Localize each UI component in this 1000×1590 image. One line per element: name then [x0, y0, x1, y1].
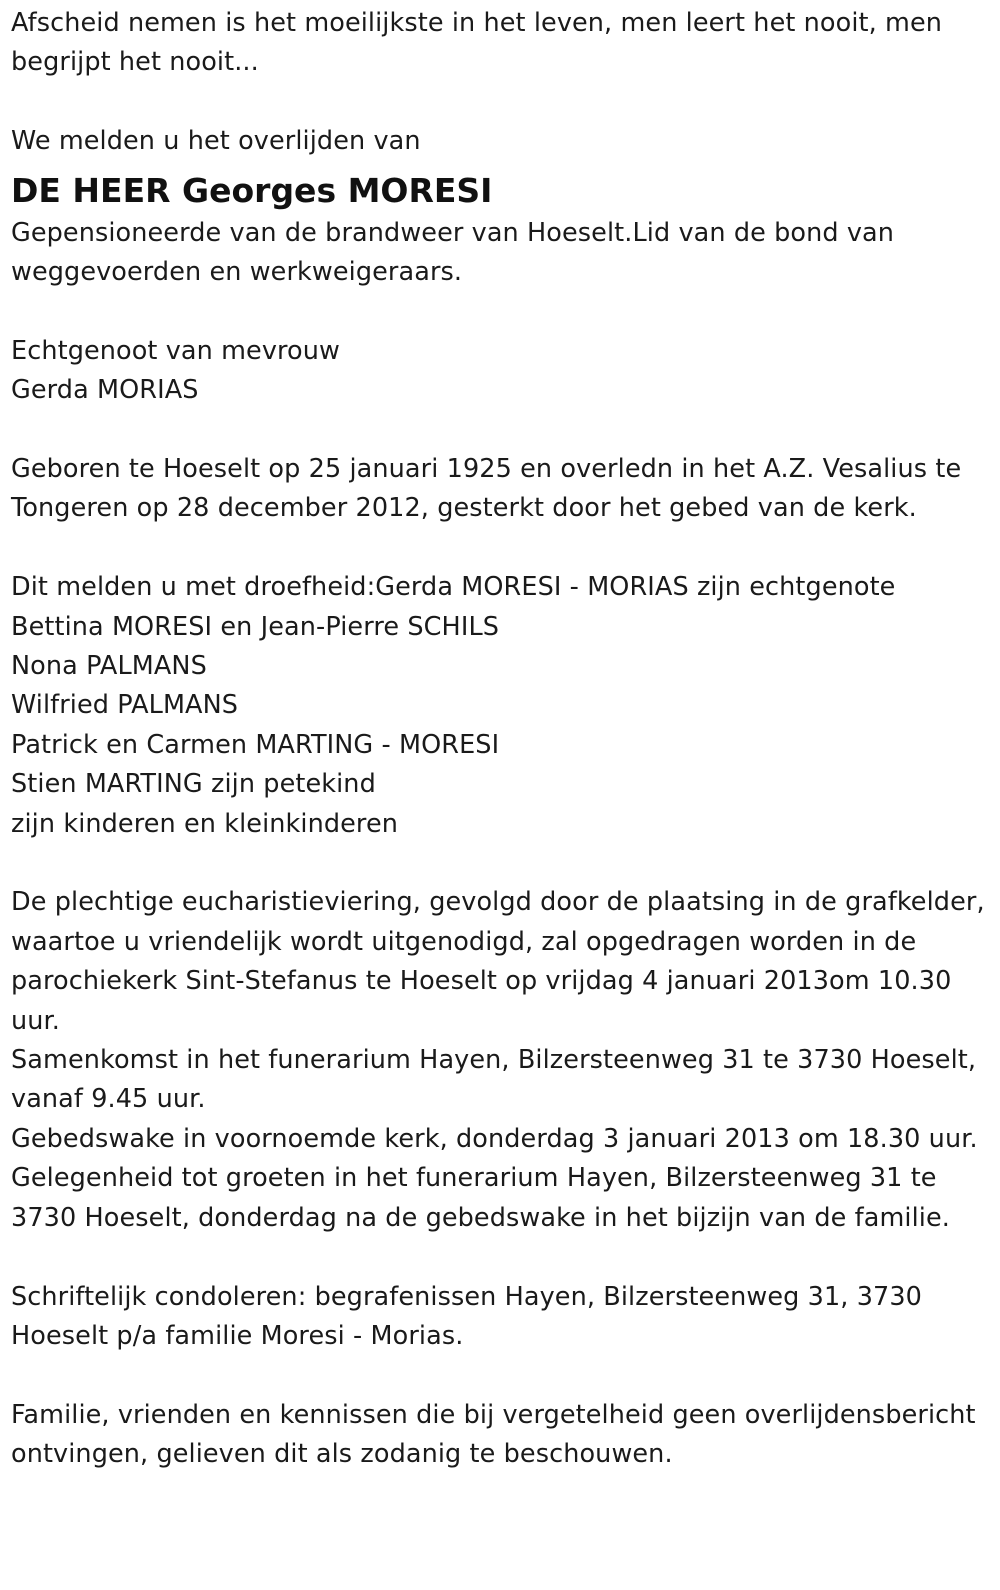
mourner-line: Patrick en Carmen MARTING - MORESI — [11, 729, 500, 760]
description-text: Gepensioneerde van de brandweer van Hoeselt.Lid van de bond van weggevoerden en werkweigeraars. — [11, 217, 895, 288]
mourner-line: Wilfried PALMANS — [11, 690, 239, 721]
mourner-line: Dit melden u met droefheid:Gerda MORESI - MORIAS zijn echtgenote — [11, 572, 896, 603]
spacer — [11, 529, 986, 568]
deceased-name: DE HEER Georges MORESI — [11, 170, 493, 210]
ceremony-line: Samenkomst in het funerarium Hayen, Bilzersteenweg 31 te 3730 Hoeselt, vanaf 9.45 uur. — [11, 1045, 977, 1115]
ceremony-line: Gebedswake in voornoemde kerk, donderdag 3 januari 2013 om 18.30 uur. — [11, 1123, 978, 1154]
condolences-text: Schriftelijk condoleren: begrafenissen Hayen, Bilzersteenweg 31, 3730 Hoeselt p/a familie Moresi - Morias. — [11, 1281, 922, 1351]
spacer — [11, 1238, 986, 1277]
spacer — [11, 83, 986, 122]
mourner-line: Nona PALMANS — [11, 651, 207, 682]
obituary-document — [11, 4, 986, 1475]
ceremony-line: De plechtige eucharistieviering, gevolgd door de plaatsing in de grafkelder, waartoe u vriendelijk wordt uitgenodigd, zal opgedragen worden in de parochiekerk Sint-Stefanus te Hoeselt op vrijdag 4 januari 2013om 10.30 uur. — [11, 887, 985, 1036]
mourner-line: Bettina MORESI en Jean-Pierre SCHILS — [11, 611, 500, 642]
mourner-line: Stien MARTING zijn petekind — [11, 769, 376, 800]
announcement-text: We melden u het overlijden van — [11, 126, 421, 157]
mourners-list — [11, 568, 986, 844]
spacer — [11, 292, 986, 331]
ceremony-details — [11, 883, 986, 1238]
spacer — [11, 411, 986, 450]
ceremony-line: Gelegenheid tot groeten in het funerarium Hayen, Bilzersteenweg 31 te 3730 Hoeselt, donderdag na de gebedswake in het bijzijn van de familie. — [11, 1163, 950, 1233]
birth-death-text: Geboren te Hoeselt op 25 januari 1925 en overledn in het A.Z. Vesalius te Tongeren op 28 december 2012, gesterkt door het gebed van de kerk. — [11, 454, 962, 524]
mourner-line: zijn kinderen en kleinkinderen — [11, 808, 398, 839]
spacer — [11, 844, 986, 883]
spouse-name: Gerda MORIAS — [11, 375, 199, 406]
spacer — [11, 1356, 986, 1395]
spouse-label: Echtgenoot van mevrouw — [11, 335, 340, 366]
intro-text: Afscheid nemen is het moeilijkste in het leven, men leert het nooit, men begrijpt het nooit... — [11, 8, 943, 78]
closing-text: Familie, vrienden en kennissen die bij vergetelheid geen overlijdensbericht ontvingen, gelieven dit als zodanig te beschouwen. — [11, 1399, 976, 1470]
